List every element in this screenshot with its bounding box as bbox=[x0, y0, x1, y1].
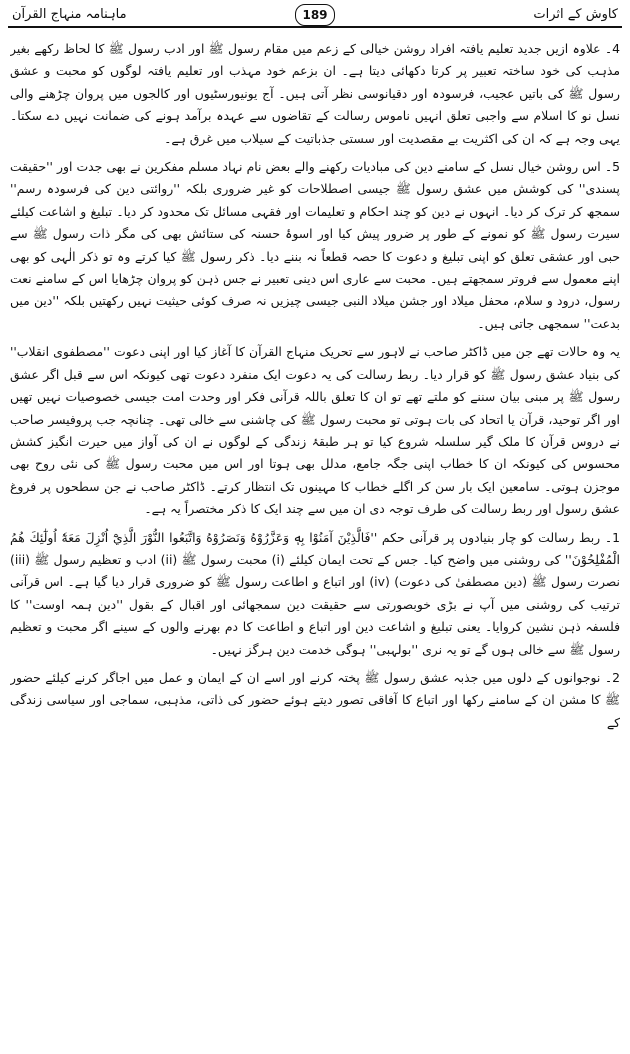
paragraph-context: یہ وہ حالات تھے جن میں ڈاکٹر صاحب نے لاہور سے تحریک منہاج القرآن کا آغاز کیا اور اپنی دعوت ''مصطفوی انقلاب'' کی بنیاد عشق رسول ﷺ کو قرار دیا۔ ربط رسالت کی یہ دعوت ایک منفرد دعوت تھی کیونکہ اس سے قبل اگر عشق رسول ﷺ پر مبنی بیان سننے کو ملتے تھے تو ان کا تعلق باللہ قرآنی فکر اور وحدت امت جیسی خصوصیات نہیں تھیں اور اگر توحید، قرآن یا اتحاد کی بات ہوتی تو محبت رسول ﷺ کی چاشنی سے خالی تھی۔ چنانچہ جب پروفیسر صاحب نے دروس قرآن کا ملک گیر سلسلہ شروع کیا تو ہر طبقۂ زندگی کے لوگوں نے ان کی آواز میں حیرت انگیز کشش محسوس کی کیونکہ ان کا خطاب اپنی جگہ جامع، مدلل بھی ہوتا اور اس میں محبت رسول ﷺ کی نئی روح بھی موجزن ہوتی۔ سامعین ایک بار سن کر اگلے خطاب کا مہینوں تک انتظار کرتے۔ ڈاکٹر صاحب نے جن سطحوں پر فروغ عشق رسول اور ربط رسالت کی طرف توجہ دی ان میں سے چند ایک کا ذکر مختصراً یہ ہے۔ bbox=[10, 344, 620, 517]
page-header bbox=[8, 4, 622, 34]
paragraph-item-2: 2۔ نوجوانوں کے دلوں میں جذبہ عشق رسول ﷺ پختہ کرنے اور اسے ان کے ایمان و عمل میں اجاگر کرنے کیلئے حضور ﷺ کا مشن ان کے سامنے رکھا اور اتباع کا آفاقی تصور دیتے ہوئے حضور کی ذاتی، مذہبی، سماجی اور سیاسی زندگی کے bbox=[10, 669, 620, 730]
paragraph-item-1: 1۔ ربط رسالت کو چار بنیادوں پر قرآنی حکم ''فَالَّذِيْنَ آمَنُوْا بِهٖ وَعَزَّرُوْهُ وَنَصَرُوْهُ وَاتَّبَعُوا النُّوْرَ الَّذِيْٓ اُنْزِلَ مَعَهٗٓ اُولٰٓئِكَ هُمُ الْمُفْلِحُوْنَ'' کی روشنی میں واضح کیا۔ جس کے تحت ایمان کیلئے (i) محبت رسول ﷺ (ii) ادب و تعظیم رسول ﷺ (iii) نصرت رسول ﷺ (دین مصطفیٰ کی دعوت) (iv) اور اتباع و اطاعت رسول ﷺ کو ضروری قرار دیا گیا ہے۔ اس قرآنی ترتیب کی روشنی میں آپ نے بڑی خوبصورتی سے حقیقت دین سمجھائی اور اقبال کے بقول ''دین ہمہ اوست'' کا فلسفہ ذہن نشین کروایا۔ یعنی تبلیغ و اشاعت دین اور اتباع و اطاعت کا دم بھرنے والوں کے سینے اگر محبت و تعظیم رسول ﷺ سے خالی ہوں گے تو یہ نری ''بولہبی'' ہوگی خدمت دین ہرگز نہیں۔ bbox=[10, 529, 620, 657]
paragraph-point-4: 4۔ علاوہ ازیں جدید تعلیم یافتہ افراد روشن خیالی کے زعم میں مقام رسول ﷺ اور ادب رسول ﷺ کا لحاظ رکھے بغیر مذہب کی خود ساختہ تعبیر پر کرتا دکھائی دیتا ہے۔ ان بزعم خود مہذب اور تعلیم یافتہ لوگوں کو محبت و عشق رسول ﷺ کی باتیں عجیب، فرسودہ اور دقیانوسی نظر آتی ہیں۔ آج یونیورسٹیوں اور کالجوں میں پروان چڑھنے والی نسل نو کا اسلام سے واجبی تعلق انہیں ناموس رسالت کے تقاضوں سے عہدہ برآمد ہونے کی ضمانت نہیں دے سکتا۔ یہی وجہ ہے کہ ان کی اکثریت بے مقصدیت اور سستی جذباتیت کے سیلاب میں غرق ہے۔ bbox=[10, 41, 620, 146]
header-rule bbox=[8, 26, 622, 28]
article-title: کاوش کے اثرات bbox=[533, 7, 618, 22]
paragraph-point-5: 5۔ اس روشن خیال نسل کے سامنے دین کی مبادیات رکھنے والے بعض نام نہاد مسلم مفکرین نے بھی جدت اور ''حقیقت پسندی'' کی کوشش میں عشق رسول ﷺ جیسی اصطلاحات کو غیر ضروری بلکہ ''روائتی دین کی فرسودہ رسم'' سمجھ کر ترک کر دیا۔ انہوں نے دین کو چند احکام و تعلیمات اور فقہی مسائل تک محدود کر دیا۔ تبلیغ و اشاعت کیلئے سیرت رسول ﷺ کو نمونے کے طور پر ضرور پیش کیا اور اسوۂ حسنہ کی ستائش بھی کی مگر ذات رسول ﷺ سے حبی اور عشقی تعلق کو اپنی تبلیغ و دعوت کا حصہ قطعاً نہ بننے دیا۔ ذکر رسول ﷺ کیا کرتے وہ تو ذکر الٰہی کو بھی اپنے معمول سے فروتر سمجھتے ہیں۔ محبت سے عاری اس دینی تعبیر نے جس ذہن کو پروان چڑھایا اس کے سامنے نعت رسول، درود و سلام، محفل میلاد اور جشن میلاد النبی جیسی چیزیں نہ صرف کوئی حیثیت نہیں رکھتیں بلکہ ''دین میں بدعت'' سمجھی جاتی ہیں۔ bbox=[10, 159, 620, 331]
magazine-name: ماہنامہ منہاج القرآن bbox=[12, 7, 127, 22]
page-number: 189 bbox=[295, 4, 335, 26]
article-body bbox=[10, 38, 620, 1048]
